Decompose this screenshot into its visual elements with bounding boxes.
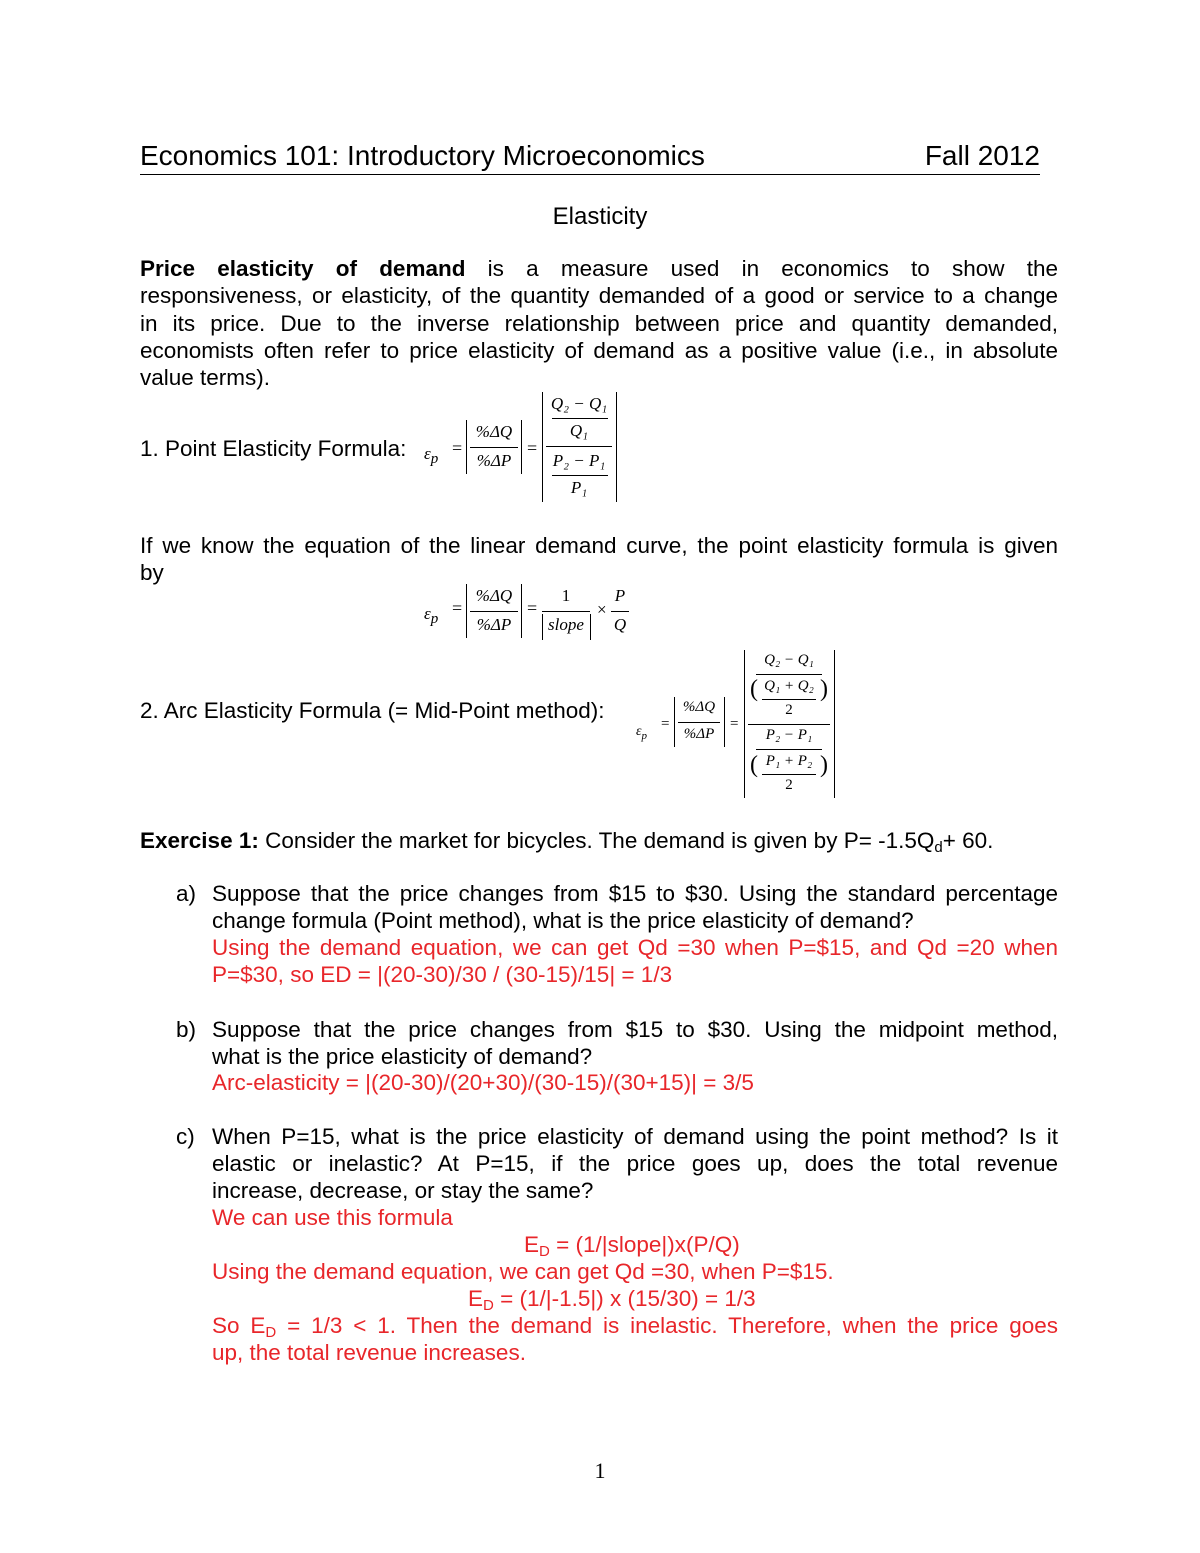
exercise-sub: d xyxy=(934,839,943,856)
linear-line-2: by xyxy=(140,560,164,585)
q: Q xyxy=(613,615,627,634)
equals-5: = xyxy=(661,716,670,732)
num-top: Q₂ − Q₁ xyxy=(550,394,608,413)
epsilon-sub: p xyxy=(430,451,439,467)
eq1-sub: D xyxy=(539,1243,550,1260)
q-a-marker: a) xyxy=(176,881,197,906)
den-bot: P₁ xyxy=(570,478,588,497)
q-c-marker: c) xyxy=(176,1124,195,1149)
arc-formula-label: 2. Arc Elasticity Formula (= Mid-Point method): xyxy=(140,698,605,723)
intro-line-1-text: is a measure used in economics to show the xyxy=(465,256,1059,281)
num-bot: Q₁ xyxy=(569,421,589,440)
epsilon: ε xyxy=(424,604,431,623)
q-a-answer-2: P=$30, so ED = |(20-30)/30 / (30-15)/15| = 1/3 xyxy=(212,962,673,987)
document-header xyxy=(140,140,1040,175)
equals-6: = xyxy=(730,716,739,732)
exercise-statement xyxy=(140,828,993,856)
ans3-sub: D xyxy=(265,1324,277,1341)
eq2-e: E xyxy=(468,1286,484,1311)
pct-dp: %ΔP xyxy=(476,451,512,470)
linear-line-1: If we know the equation of the linear demand curve, the point elasticity formula is given xyxy=(140,533,1058,558)
one: 1 xyxy=(561,586,571,605)
den-top: P₂ − P₁ xyxy=(552,451,606,470)
ans3-rest: = 1/3 < 1. Then the demand is inelastic. Therefore, when the price goes xyxy=(276,1313,1058,1338)
intro-line-2: responsiveness, or elasticity, of the quantity demanded of a good or service to a change xyxy=(140,283,1058,308)
pct-dq: %ΔQ xyxy=(475,422,513,441)
epsilon: ε xyxy=(424,444,431,463)
exercise-text-end: + 60. xyxy=(942,828,994,853)
slope: slope xyxy=(548,615,584,634)
arc-num-mid: Q₁ + Q₂ xyxy=(764,678,814,694)
arc-den-top: P₂ − P₁ xyxy=(765,727,813,743)
q-b-answer-1: Arc-elasticity = |(20-30)/(20+30)/(30-15)/(30+15)| = 3/5 xyxy=(212,1070,754,1095)
epsilon-sub: p xyxy=(430,611,439,627)
equals-1: = xyxy=(452,438,463,458)
times: × xyxy=(597,600,607,619)
eq1-rest: = (1/|slope|)x(P/Q) xyxy=(549,1232,740,1257)
q-c-line-3: increase, decrease, or stay the same? xyxy=(212,1178,594,1203)
intro-line-1 xyxy=(140,255,1058,282)
q-c-line-2: elastic or inelastic? At P=15, if the price goes up, does the total revenue xyxy=(212,1151,1058,1176)
eq1-e: E xyxy=(524,1232,540,1257)
q-c-equation-1 xyxy=(524,1232,740,1260)
term-bold: Price elasticity of demand xyxy=(140,256,466,281)
q-a-line-2: change formula (Point method), what is the price elasticity of demand? xyxy=(212,908,914,933)
q-c-answer-1: We can use this formula xyxy=(212,1205,453,1230)
q-b-marker: b) xyxy=(176,1017,197,1042)
arc-den-mid: P₁ + P₂ xyxy=(765,753,813,769)
page-title: Elasticity xyxy=(552,203,648,230)
arc-num-top: Q₂ − Q₁ xyxy=(764,652,814,668)
exercise-text: Consider the market for bicycles. The demand is given by P= -1.5Q xyxy=(258,828,935,853)
p: P xyxy=(614,586,626,605)
intro-line-3: in its price. Due to the inverse relationship between price and quantity demanded, xyxy=(140,311,1058,336)
ans3-pre: So E xyxy=(212,1313,266,1338)
intro-line-4: economists often refer to price elasticity of demand as a positive value (i.e., in absolute xyxy=(140,338,1058,363)
q-a-line-1: Suppose that the price changes from $15 to $30. Using the standard percentage xyxy=(212,881,1058,906)
q-c-answer-2: Using the demand equation, we can get Qd =30, when P=$15. xyxy=(212,1259,834,1284)
term-label: Fall 2012 xyxy=(924,140,1040,171)
q-c-equation-2 xyxy=(468,1286,756,1314)
equals-2: = xyxy=(527,438,538,458)
q-c-line-1: When P=15, what is the price elasticity of demand using the point method? Is it xyxy=(212,1124,1058,1149)
arc-two-2: 2 xyxy=(785,777,793,793)
equals-4: = xyxy=(527,598,538,618)
page-number: 1 xyxy=(594,1458,606,1483)
arc-two-1: 2 xyxy=(785,702,793,718)
q-c-answer-3 xyxy=(212,1313,1058,1341)
equals-3: = xyxy=(452,598,463,618)
course-title: Economics 101: Introductory Microeconomics xyxy=(140,140,705,171)
q-c-answer-4: up, the total revenue increases. xyxy=(212,1340,526,1365)
pct-dp: %ΔP xyxy=(683,726,715,742)
point-formula-label: 1. Point Elasticity Formula: xyxy=(140,436,407,461)
eq2-rest: = (1/|-1.5|) x (15/30) = 1/3 xyxy=(493,1286,756,1311)
pct-dq: %ΔQ xyxy=(475,586,513,605)
pct-dp: %ΔP xyxy=(476,615,512,634)
exercise-label: Exercise 1: xyxy=(140,828,259,853)
q-b-line-2: what is the price elasticity of demand? xyxy=(212,1044,593,1069)
pct-dq: %ΔQ xyxy=(682,699,716,715)
epsilon-sub: p xyxy=(641,730,648,742)
intro-line-5: value terms). xyxy=(140,365,271,390)
eq2-sub: D xyxy=(483,1297,494,1314)
q-b-line-1: Suppose that the price changes from $15 to $30. Using the midpoint method, xyxy=(212,1017,1058,1042)
q-a-answer-1: Using the demand equation, we can get Qd =30 when P=$15, and Qd =20 when xyxy=(212,935,1058,960)
epsilon: ε xyxy=(636,724,642,739)
